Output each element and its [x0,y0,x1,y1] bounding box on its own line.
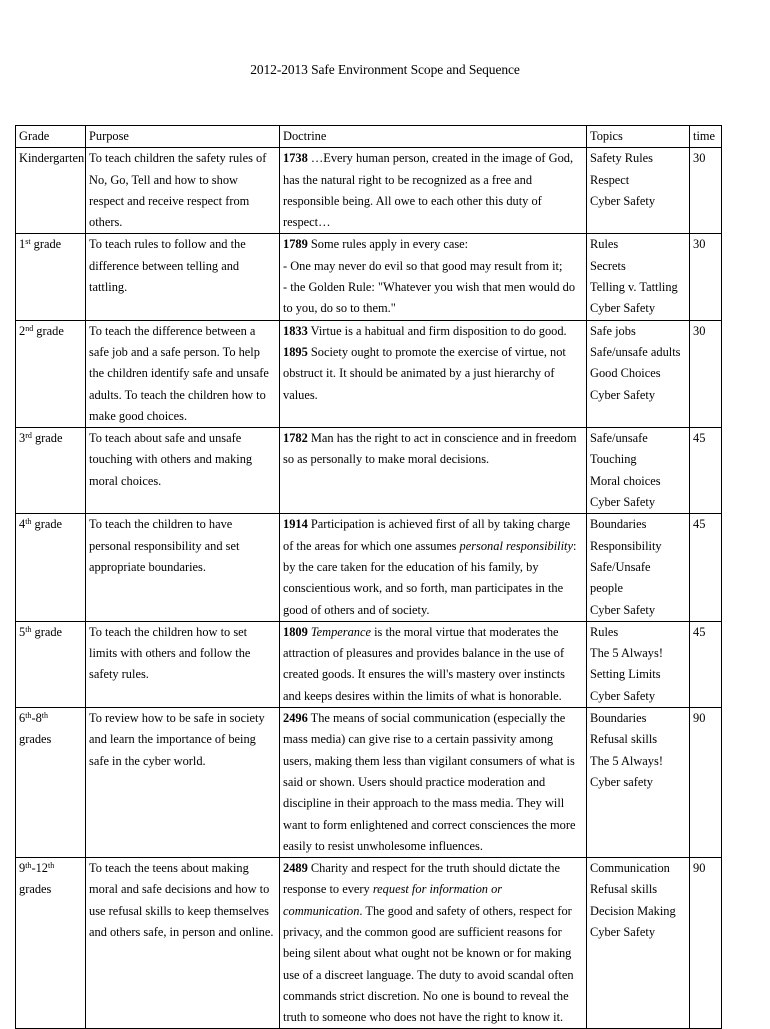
grade-cell [16,148,86,234]
grade-suffix: th [25,861,32,871]
grade-number: 9 [19,861,26,876]
doctrine-text: Virtue is a habitual and firm disposition to do good. [307,323,567,338]
doctrine-emphasis: request for information or communication [283,882,503,918]
topics-cell [587,621,690,707]
topics-cell [587,428,690,514]
doctrine-text: Man has the right to act in conscience and in freedom so as personally to make moral decisions. [283,431,577,467]
time-cell: 45 [690,514,722,621]
topics-cell [587,708,690,858]
grade-number: 5 [19,624,26,639]
grade-label: Kindergarten [19,151,85,166]
time-cell: 90 [690,858,722,1029]
topic-item: Safe/Unsafe people [590,559,651,596]
doctrine-number: 1895 [283,344,308,359]
doctrine-text: : by the care taken for the education of his family, by conscientious work, and so forth, man participates in the good of others and of society. [283,538,577,617]
doctrine-text: - the Golden Rule: "Whatever you wish that men would do to you, do so to them." [283,280,576,316]
table-row [16,514,722,621]
table-row [16,234,722,320]
doctrine-cell [280,708,587,858]
topic-item: Cyber Safety [590,387,656,402]
grade-number: 1 [19,237,26,252]
header-topics: Topics [587,126,690,148]
header-time: time [690,126,722,148]
doctrine-number: 1809 [283,624,308,639]
topics-cell [587,514,690,621]
header-grade: Grade [16,126,86,148]
grade-cell [16,514,86,621]
grade-suffix: th [25,711,32,721]
topic-item: The 5 Always! [590,753,663,768]
topic-item: Respect [590,172,630,187]
grade-suffix: st [25,237,31,247]
grade-cell [16,320,86,427]
doctrine-text: …Every human person, created in the image of God, has the natural right to be recognized as a free and responsible being. All owe to each other this duty of respect… [283,151,574,230]
doctrine-text: . The good and safety of others, respect for privacy, and the common good are sufficient reasons for being silent about what ought not be known or for making use of a discreet language. The duty to avoid scandal often commands strict discretion. No one is bound to reveal the truth to someone who does not have the right to know it. [283,903,574,1025]
doctrine-number: 2489 [283,861,308,876]
grade-cell [16,621,86,707]
topic-item: Safe/unsafe Touching [590,431,648,467]
topic-item: Cyber Safety [590,602,656,617]
topic-item: Safe jobs [590,323,636,338]
doctrine-emphasis: personal responsibility [459,538,573,553]
topic-item: Refusal skills [590,732,658,747]
table-row [16,320,722,427]
topics-cell [587,234,690,320]
topic-item: Boundaries [590,517,647,532]
time-cell: 30 [690,320,722,427]
grade-number: 3 [19,431,26,446]
header-doctrine: Doctrine [280,126,587,148]
topic-item: Secrets [590,258,626,273]
grade-label: grades [19,882,52,897]
topic-item: Setting Limits [590,667,661,682]
doctrine-text: Participation is achieved first of all by taking charge of the areas for which one assumes [283,517,571,553]
table-row [16,148,722,234]
doctrine-text: Society ought to promote the exercise of virtue, not obstruct it. It should be animated by a just hierarchy of values. [283,344,566,402]
grade-label: grade [30,237,62,252]
doctrine-number: 2496 [283,711,308,726]
doctrine-cell [280,514,587,621]
grade-number: 4 [19,517,26,532]
grade-cell [16,708,86,858]
grade-suffix: th [25,517,32,527]
purpose-cell: To review how to be safe in society and learn the importance of being safe in the cyber world. [86,708,280,858]
grade-suffix: th [47,861,55,871]
topic-item: Cyber Safety [590,301,656,316]
doctrine-cell [280,858,587,1029]
header-purpose: Purpose [86,126,280,148]
doctrine-number: 1833 [283,323,308,338]
grade-cell [16,858,86,1029]
topic-item: Boundaries [590,711,647,726]
purpose-cell: To teach rules to follow and the difference between telling and tattling. [86,234,280,320]
doctrine-text: The means of social communication (especially the mass media) can give rise to a certain passivity among users, making them less than vigilant consumers of what is said or shown. Users should practice moderation and discipline in their approach to the mass media. They will want to form enlightened and correct consciences the more easily to resist unwholesome influences. [283,711,576,853]
topic-item: Communication [590,861,670,876]
grade-number: 6 [19,711,26,726]
doctrine-cell [280,320,587,427]
purpose-cell: To teach children the safety rules of No, Go, Tell and how to show respect and receive respect from others. [86,148,280,234]
table-row [16,858,722,1029]
grade-number: -8 [31,711,42,726]
purpose-cell: To teach the children how to set limits with others and follow the safety rules. [86,621,280,707]
grade-cell [16,428,86,514]
scope-sequence-table [15,125,722,1029]
topic-item: Cyber Safety [590,193,656,208]
time-cell: 90 [690,708,722,858]
purpose-cell: To teach about safe and unsafe touching with others and making moral choices. [86,428,280,514]
topic-item: Rules [590,624,619,639]
doctrine-number: 1789 [283,237,308,252]
topic-item: Responsibility [590,538,662,553]
grade-suffix: rd [25,431,32,441]
time-cell: 45 [690,621,722,707]
doctrine-number: 1738 [283,151,308,166]
purpose-cell: To teach the difference between a safe job and a safe person. To help the children identify safe and unsafe adults. To teach the children how to make good choices. [86,320,280,427]
table-row [16,621,722,707]
table-row [16,428,722,514]
doctrine-cell [280,621,587,707]
grade-label: grade [33,323,64,338]
time-cell: 30 [690,234,722,320]
topic-item: Decision Making [590,903,676,918]
grade-number: -12 [31,861,48,876]
table-header-row [16,126,722,148]
topic-item: Moral choices [590,473,661,488]
topic-item: Safe/unsafe adults [590,344,681,359]
doctrine-number: 1782 [283,431,308,446]
doctrine-text: - One may never do evil so that good may result from it; [283,258,563,273]
grade-cell [16,234,86,320]
page-title: 2012-2013 Safe Environment Scope and Sequence [250,62,520,77]
topic-item: Cyber Safety [590,495,656,510]
grade-suffix: th [41,711,48,721]
grade-number: 2 [19,323,26,338]
time-cell: 30 [690,148,722,234]
topic-item: Safety Rules [590,151,653,166]
topic-item: Telling v. Tattling [590,280,678,295]
topic-item: Cyber Safety [590,924,656,939]
grade-label: grade [31,431,63,446]
time-cell: 45 [690,428,722,514]
topic-item: Cyber safety [590,774,653,789]
topic-item: Refusal skills [590,882,658,897]
topic-item: Rules [590,237,619,252]
grade-label: grade [31,517,63,532]
doctrine-text: Some rules apply in every case: [307,237,469,252]
doctrine-text: is the moral virtue that moderates the attraction of pleasures and provides balance in the use of created goods. It ensures the will's mastery over instincts and keeps desires within the limits of what is honorable. [283,624,565,703]
grade-suffix: nd [25,323,34,333]
doctrine-text: Charity and respect for the truth should dictate the response to every [283,861,560,897]
topics-cell [587,320,690,427]
topic-item: Good Choices [590,366,661,381]
topic-item: The 5 Always! [590,646,663,661]
purpose-cell: To teach the children to have personal responsibility and set appropriate boundaries. [86,514,280,621]
doctrine-cell [280,428,587,514]
grade-suffix: th [25,624,32,634]
doctrine-emphasis: Temperance [310,624,371,639]
table-row [16,708,722,858]
doctrine-cell [280,148,587,234]
purpose-cell: To teach the teens about making moral and safe decisions and how to use refusal skills to keep themselves and others safe, in person and online. [86,858,280,1029]
doctrine-cell [280,234,587,320]
topic-item: Cyber Safety [590,688,656,703]
grade-label: grade [31,624,63,639]
doctrine-number: 1914 [283,517,308,532]
grade-label: grades [19,732,52,747]
topics-cell [587,858,690,1029]
topics-cell [587,148,690,234]
